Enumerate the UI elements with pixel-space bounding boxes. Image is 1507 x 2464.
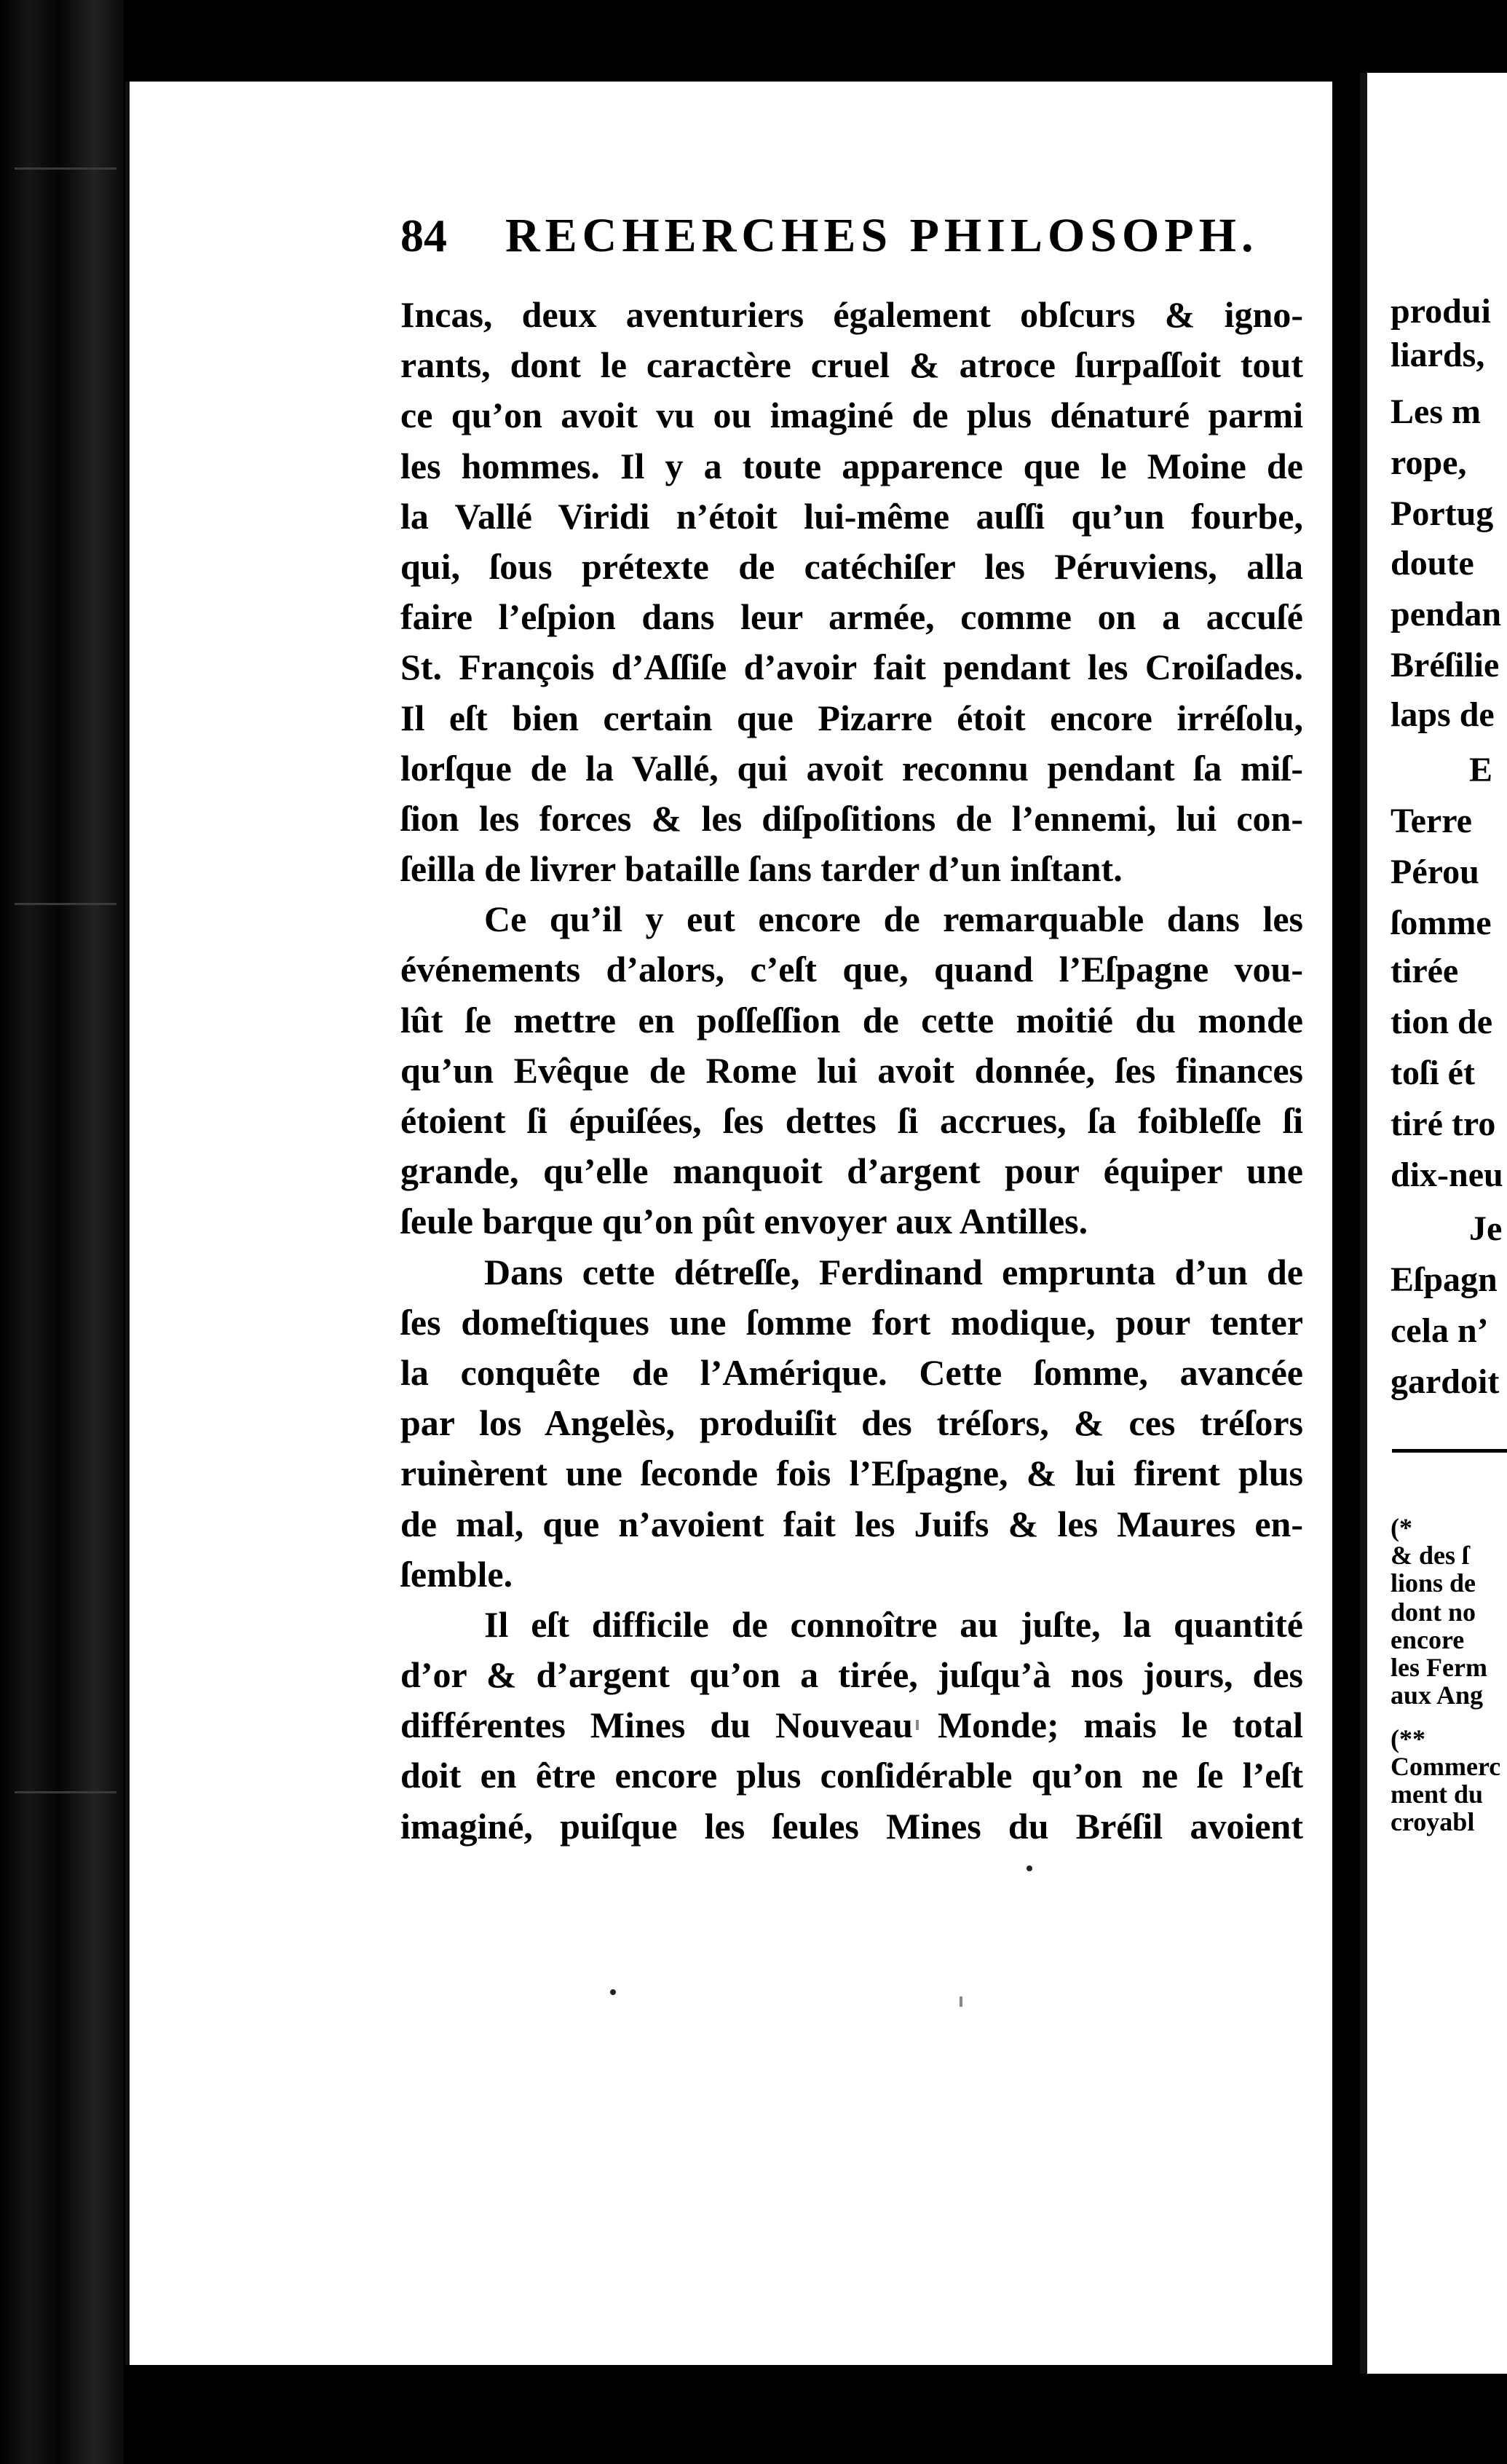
binding-streak — [15, 903, 116, 905]
facing-page-fragment: (* — [1391, 1513, 1412, 1542]
facing-page-fragment: pendan — [1391, 595, 1502, 633]
facing-page-fragment: tion de — [1391, 1003, 1493, 1041]
text-line: étoient ſi épuiſées, ſes dettes ſi accrues, ſa foibleſſe ſi — [400, 1100, 1303, 1141]
facing-page-fragment: & des ſ — [1391, 1541, 1469, 1570]
text-line: par los Angelès, produiſit des tréſors, & ces tréſors — [400, 1402, 1303, 1444]
facing-page-fragment: dont no — [1391, 1598, 1476, 1627]
facing-page-fragment: ment du — [1391, 1780, 1484, 1809]
facing-page-fragment: croyabl — [1391, 1807, 1475, 1836]
text-line: grande, qu’elle manquoit d’argent pour équiper une — [400, 1150, 1303, 1192]
text-line: ſeule barque qu’on pût envoyer aux Antilles. — [400, 1201, 1088, 1242]
facing-page-fragment: Pérou — [1391, 853, 1479, 891]
facing-page-fragment: rope, — [1391, 443, 1467, 482]
text-line: ſeilla de livrer bataille ſans tarder d’un inſtant. — [400, 848, 1123, 890]
text-line: qui, ſous prétexte de catéchiſer les Péruviens, alla — [400, 545, 1303, 587]
text-line: Ce qu’il y eut encore de remarquable dans les — [484, 899, 1303, 940]
text-line: qu’un Evêque de Rome lui avoit donnée, ſes finances — [400, 1049, 1303, 1091]
facing-page-fragment: (** — [1391, 1724, 1425, 1753]
page-gutter — [1360, 73, 1367, 2374]
text-line: imaginé, puiſque les ſeules Mines du Bréſil avoient — [400, 1805, 1303, 1847]
text-line: lorſque de la Vallé, qui avoit reconnu pendant ſa miſ- — [400, 747, 1303, 789]
paper-speck — [960, 1997, 962, 2007]
text-line: Il eſt difficile de connoître au juſte, la quantité — [484, 1603, 1303, 1645]
facing-page-fragment: Eſpagn — [1391, 1260, 1498, 1299]
binding-streak — [15, 1791, 116, 1793]
text-line: ruinèrent une ſeconde fois l’Eſpagne, & lui firent plus — [400, 1453, 1303, 1494]
footnote-rule — [1392, 1449, 1507, 1453]
text-line: St. François d’Aſſiſe d’avoir fait pendant les Croiſades. — [400, 647, 1303, 688]
text-line: la Vallé Viridi n’étoit lui-même auſſi qu’un fourbe, — [400, 495, 1303, 537]
facing-page-fragment: Terre — [1391, 802, 1472, 840]
ink-spot — [1027, 1865, 1032, 1871]
binding-streak — [15, 167, 116, 170]
text-line: faire l’eſpion dans leur armée, comme on a accuſé — [400, 596, 1303, 638]
facing-page-fragment: Bréſilie — [1391, 646, 1500, 684]
text-line: événements d’alors, c’eſt que, quand l’Eſpagne vou- — [400, 949, 1303, 990]
ink-spot — [610, 1989, 616, 1995]
text-line: d’or & d’argent qu’on a tirée, juſqu’à nos jours, des — [400, 1654, 1303, 1696]
text-line: ſemble. — [400, 1553, 513, 1595]
book-binding-edge — [0, 0, 124, 2464]
facing-page-fragment: produi — [1391, 292, 1491, 331]
facing-page-fragment: les Ferm — [1391, 1653, 1487, 1682]
facing-page-fragment: tiré tro — [1391, 1105, 1496, 1143]
facing-page-fragment: doute — [1391, 544, 1474, 583]
facing-page-fragment: Portug — [1391, 494, 1494, 533]
text-line: Dans cette détreſſe, Ferdinand emprunta d’un de — [484, 1251, 1303, 1292]
text-line: lût ſe mettre en poſſeſſion de cette moitié du monde — [400, 999, 1303, 1041]
page-number: 84 — [400, 210, 447, 261]
facing-page-fragment: lions de — [1391, 1568, 1476, 1598]
facing-page-fragment: liards, — [1391, 336, 1485, 374]
text-line: Il eſt bien certain que Pizarre étoit encore irréſolu, — [400, 697, 1303, 738]
text-line: doit en être encore plus conſidérable qu’on ne ſe l’eſt — [400, 1755, 1303, 1796]
text-line: ſes domeſtiques une ſomme fort modique, pour tenter — [400, 1301, 1303, 1343]
facing-page-fragment: Commerc — [1391, 1752, 1501, 1781]
text-line: les hommes. Il y a toute apparence que le Moine de — [400, 445, 1303, 486]
text-line: de mal, que n’avoient fait les Juifs & les Maures en- — [400, 1503, 1303, 1544]
text-line: différentes Mines du Nouveau Monde; mais le total — [400, 1705, 1303, 1746]
facing-page-fragment: E — [1469, 751, 1493, 789]
text-line: ſion les forces & les diſpoſitions de l’ennemi, lui con- — [400, 797, 1303, 839]
facing-page-fragment: laps de — [1391, 695, 1495, 734]
facing-page-fragment: Les m — [1391, 392, 1481, 431]
text-line: ce qu’on avoit vu ou imaginé de plus dénaturé parmi — [400, 395, 1303, 436]
text-line: la conquête de l’Amérique. Cette ſomme, avancée — [400, 1351, 1303, 1393]
facing-page-fragment: toſi ét — [1391, 1054, 1475, 1092]
facing-page-fragment: aux Ang — [1391, 1681, 1484, 1710]
facing-page-fragment: tirée — [1391, 952, 1459, 990]
running-title: RECHERCHES PHILOSOPH. — [505, 209, 1259, 262]
main-text-block — [400, 290, 1303, 1852]
text-line: Incas, deux aventuriers également obſcurs & igno- — [400, 294, 1303, 335]
facing-page-fragment: gardoit — [1391, 1362, 1500, 1401]
text-line: rants, dont le caractère cruel & atroce ſurpaſſoit tout — [400, 344, 1303, 386]
running-head — [400, 208, 1259, 274]
facing-page-fragment: dix-neu — [1391, 1156, 1503, 1194]
facing-page-fragment: ſomme — [1391, 904, 1492, 942]
facing-page-fragment: Je — [1469, 1209, 1503, 1248]
facing-page-fragment: encore — [1391, 1625, 1465, 1654]
facing-page-fragment: cela n’ — [1391, 1311, 1489, 1350]
